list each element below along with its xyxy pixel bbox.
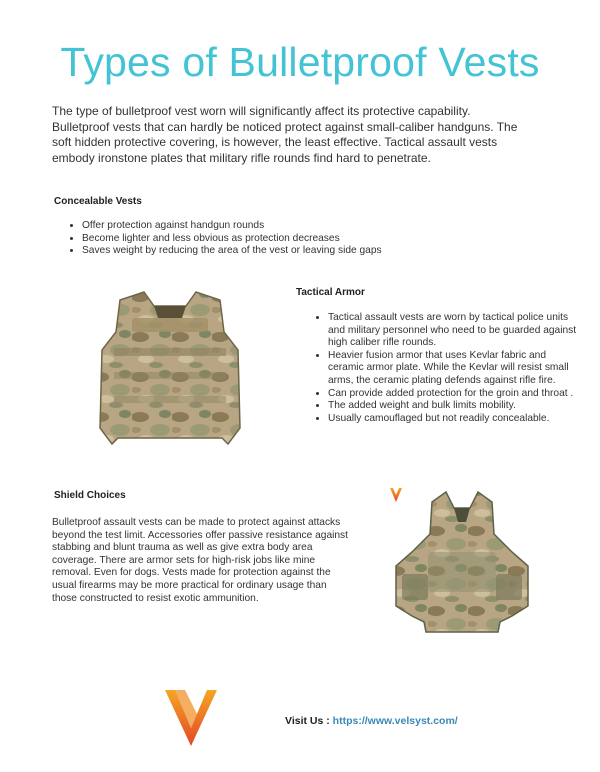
concealable-heading: Concealable Vests <box>54 196 142 207</box>
tactical-list <box>314 312 578 425</box>
list-item: • The added weight and bulk limits mobility. <box>328 400 578 413</box>
list-item: • Tactical assault vests are worn by tactical police units and military personnel who need to be guarded against high caliber rifle rounds. <box>328 312 578 350</box>
footer <box>285 715 458 727</box>
intro-paragraph <box>52 104 522 166</box>
small-logo-icon <box>390 488 402 502</box>
velsyst-logo-icon <box>163 688 219 748</box>
intro-text: The type of bulletproof vest worn will significantly affect its protective capability. Bulletproof vests that can hardly be noticed protect against small-caliber handguns. The soft hidden protective covering, is however, the least effective. Tactical assault vests embody ironstone plates that military rifle rounds find hard to penetrate. <box>52 104 518 165</box>
shield-heading: Shield Choices <box>54 490 126 501</box>
footer-label: Visit Us : <box>285 715 333 727</box>
list-item: • Saves weight by reducing the area of the vest or leaving side gaps <box>82 245 382 258</box>
website-link[interactable]: https://www.velsyst.com/ <box>332 715 458 727</box>
list-item: • Become lighter and less obvious as protection decreases <box>82 233 382 246</box>
shield-paragraph: Bulletproof assault vests can be made to protect against attacks beyond the test limit. Accessories offer passive resistance against stabbing and blunt trauma as well as give extra body area coverage. There are armor sets for high-risk jobs like mine removal. Even for dogs. Vests made for protection against the usual firearms may be more practical for ordinary usage than those constructed to resist exotic ammunition. <box>52 517 348 604</box>
list-item: • Can provide added protection for the groin and throat . <box>328 388 578 401</box>
concealable-list <box>68 220 382 258</box>
tactical-vest-image <box>92 288 248 464</box>
assault-vest-image <box>388 482 536 652</box>
page-title: Types of Bulletproof Vests <box>60 39 540 85</box>
list-item: • Heavier fusion armor that uses Kevlar fabric and ceramic armor plate. While the Kevlar will resist small arms, the ceramic plating defends against rifle fire. <box>328 350 578 388</box>
list-item: • Offer protection against handgun rounds <box>82 220 382 233</box>
list-item: • Usually camouflaged but not readily concealable. <box>328 413 578 426</box>
tactical-heading: Tactical Armor <box>296 287 365 298</box>
